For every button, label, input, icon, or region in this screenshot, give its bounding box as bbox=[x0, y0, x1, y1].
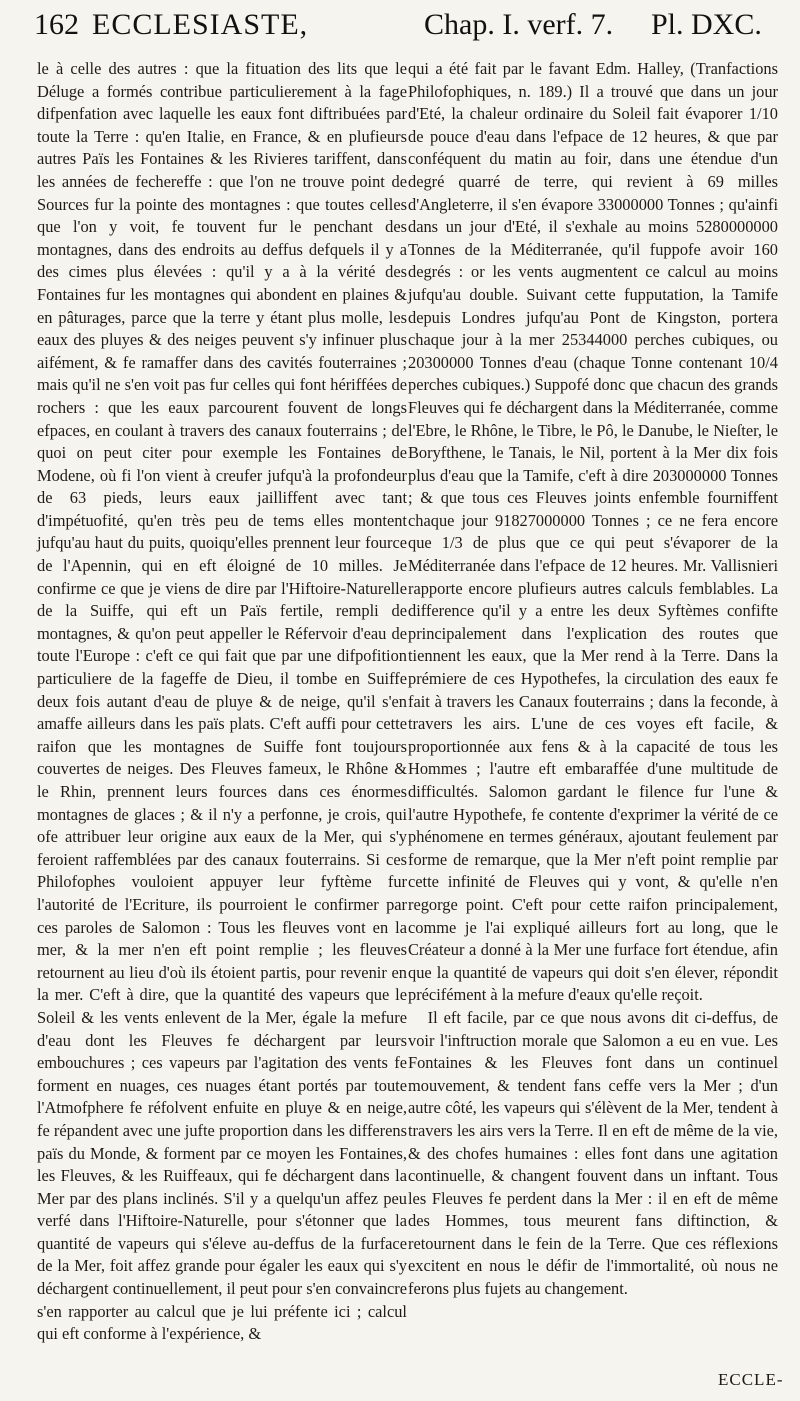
left-column-text: le à celle des autres : que la fituation des lits que le Déluge a formés contribue particulierement à la fage difpenfation avec laquelle les eaux font diftribuées par toute la Terre : qu'en Italie, en France, & en plufieurs autres Païs les Fontaines & les Rivieres tariffent, dans les années de fechereffe : que l'on ne trouve point de Sources fur la pointe des montagnes : que toutes celles que l'on y voit, fe touvent fur le penchant des montagnes, dans des endroits au deffus defquels il y a des cimes plus élevées : qu'il y a à la vérité des Fontaines fur les montagnes qui abondent en plaines & en pâturages, parce que la terre y étant plus molle, les eaux des pluyes & des neiges peuvent s'y infinuer plus aifément, & fe ramaffer dans des cavités fouterraines ; mais qu'il ne s'en voit pas fur celles qui font hériffées de rochers : que les eaux parcourent fouvent de longs efpaces, en coulant à travers des canaux fouterrains ; de quoi on peut citer pour exemple les Fontaines de Modene, où fi l'on vient à creufer jufqu'à la profondeur de 63 pieds, leurs eaux jailliffent avec tant d'impétuofité, qu'en très peu de tems elles montent jufqu'au haut du puits, quoiqu'elles prennent leur fource de l'Apennin, qui en eft éloigné de 10 milles. Je confirme ce que je viens de dire par l'Hiftoire-Naturelle de la Suiffe, qui eft un Païs fertile, rempli de montagnes, & qu'on peut appeller le Réfervoir d'eau de toute l'Europe : c'eft ce qui fait que par une difpofition particuliere de la fageffe de Dieu, il tombe en Suiffe deux fois autant d'eau de pluye & de neige, qu'il s'en amaffe ailleurs dans les païs plats. C'eft auffi pour cette raifon que les montagnes de Suiffe font toujours couvertes de neiges. Des Fleuves fameux, le Rhône & le Rhin, prennent leurs fources dans ces énormes montagnes de glaces ; & il n'y a perfonne, je crois, qui ofe attribuer leur origine aux eaux de la Mer, qui s'y feroient raffemblées par des canaux fouterrains. Si ces Philofophes vouloient appuyer leur fyftème fur l'autorité de l'Ecriture, ils pourroient le confirmer par ces paroles de Salomon : Tous les fleuves vont en la mer, & la mer n'en eft point remplie ; les fleuves retournent au lieu d'où ils étoient partis, pour revenir en la mer. C'eft à dire, que la quantité des vapeurs que le Soleil & les vents enlevent de la Mer, égale la mefure d'eau dont les Fleuves fe déchargent par leurs embouchures ; ces vapeurs par l'agitation des vents fe forment en nuages, ces nuages étant portés par toute l'Atmofphere fe réfolvent enfuite en pluye & en neige, fe répandent avec une jufte proportion dans les differens païs du Monde, & forment par ce moyen les Fontaines, les Fleuves, & les Ruiffeaux, qui fe déchargent dans la Mer par des plans inclinés. S'il y a quelqu'un affez peu verfé dans l'Hiftoire-Naturelle, pour s'étonner que la quantité de vapeurs qui s'éleve au-deffus de la furface de la Mer, foit affez grande pour égaler les eaux qui s'y déchargent continuellement, il peut pour s'en convaincre s'en rapporter au calcul que je lui préfente ici ; calcul qui eft conforme à l'expérience, & bbox=[37, 59, 407, 1344]
plate-number: Pl. DXC. bbox=[651, 8, 762, 41]
chapter-verse-reference: Chap. I. verf. 7. bbox=[424, 8, 614, 41]
running-head bbox=[34, 8, 786, 48]
right-column-paragraph: Il eft facile, par ce que nous avons dit ci-deffus, de voir l'inftruction morale que Salomon a eu en vue. Les Fontaines & les Fleuves font dans un continuel mouvement, & tendent fans ceffe vers la Mer ; d'un autre côté, les vapeurs qui s'élèvent de la Mer, tendent à travers les airs vers la Terre. Il en eft de même de la vie, & des chofes humaines : elles font dans une agitation continuelle, & changent fouvent dans un inftant. Tous les Fleuves fe perdent dans la Mer : il en eft de même des Hommes, tous meurent fans diftinction, & retournent dans le fein de la Terre. Que ces réflexions excitent en nous le défir de l'immortalité, où nous ne ferons plus fujets au changement. bbox=[408, 1007, 778, 1299]
left-column bbox=[37, 58, 407, 1346]
right-column-paragraph: qui a été fait par le favant Edm. Halley, (Tranfactions Philofophiques, n. 189.) Il a trouvé que dans un jour d'Eté, la chaleur ordinaire du Soleil fait évaporer 1/10 de pouce d'eau dans l'efpace de 12 heures, & que par conféquent du matin au foir, dans une étendue d'un degré quarré de terre, qui revient à 69 milles d'Angleterre, il s'en évapore 33000000 Tonnes ; qu'ainfi dans un jour d'Eté, il s'exhale au moins 5280000000 Tonnes de la Méditerranée, qu'il fuppofe avoir 160 degrés : or les vents augmentent ce calcul au moins jufqu'au double. Suivant cette fupputation, la Tamife depuis Londres jufqu'au Pont de Kingston, portera chaque jour à la mer 25344000 perches cubiques, ou 20300000 Tonnes d'eau (chaque Tonne contenant 10/4 perches cubiques.) Suppofé donc que chacun des grands Fleuves qui fe déchargent dans la Méditerranée, comme l'Ebre, le Rhône, le Tibre, le Pô, le Danube, le Nieſter, le Boryfthene, le Tanais, le Nil, portent à la Mer dix fois plus d'eau que la Tamife, c'eft à dire 203000000 Tonnes ; & que tous ces Fleuves joints enfemble fourniffent chaque jour 91827000000 Tonnes ; ce ne fera encore que 1/3 de plus que ce qui peut s'évaporer de la Méditerranée dans l'efpace de 12 heures. Mr. Vallisnieri rapporte encore plufieurs autres calculs femblables. La difference qu'il y a entre les deux Syftèmes confifte principalement dans l'explication des routes que tiennent les eaux, que la Mer rend à la Terre. Dans la prémiere de ces Hypothefes, la circulation des eaux fe fait à travers les Canaux fouterrains ; dans la feconde, à travers les airs. L'une de ces voyes eft facile, & proportionnée aux fens & à la capacité de tous les Hommes ; l'autre eft embaraffée d'une multitude de difficultés. Salomon gardant le filence fur l'une & l'autre Hypothefe, fe contente d'exprimer la vérité de ce phénomene en termes généraux, ajoutant feulement par forme de remarque, que la Mer n'eft point remplie par cette infinité de Fleuves qui y vont, & qu'elle n'en regorge point. C'eft pour cette raifon principalement, comme je l'ai expliqué ailleurs fort au long, que le Créateur a donné à la Mer une furface fort étendue, afin que la quantité de vapeurs qui doit s'en élever, répondit précifément à la mefure d'eaux qu'elle reçoit. bbox=[408, 59, 778, 1005]
page-number: 162 bbox=[34, 8, 79, 41]
book-title: ECCLESIASTE, bbox=[92, 8, 309, 41]
right-column bbox=[408, 58, 778, 1301]
catchword: ECCLE- bbox=[718, 1370, 784, 1389]
